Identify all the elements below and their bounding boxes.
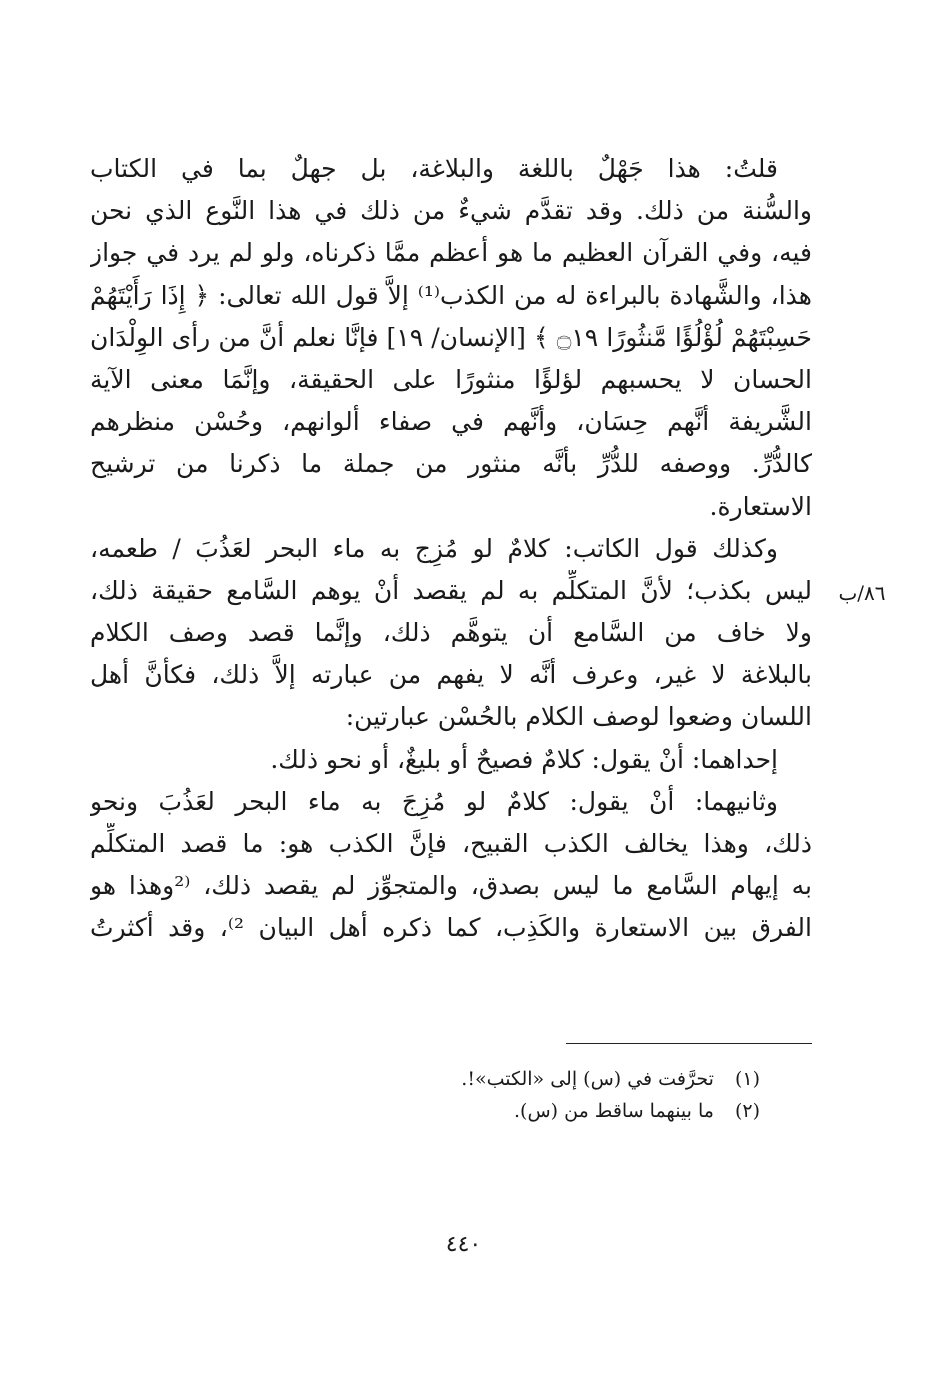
text-line: به إيهام السَّامع ما ليس بصدق، والمتجوِّز لم يقصد ذلك، ⁽²وهذا هو [90, 871, 812, 901]
footnote-text: ما بينهما ساقط من (س). [514, 1100, 714, 1122]
footnote-separator [566, 1043, 812, 1044]
main-text [90, 148, 812, 950]
footnote-text: تحرَّفت في (س) إلى «الكتب»!. [461, 1068, 714, 1090]
text-line: ذلك، وهذا يخالف الكذب القبيح، فإنَّ الكذب هو: ما قصد المتكلِّم [90, 829, 812, 858]
text-line: الفرق بين الاستعارة والكَذِب، كما ذكره أهل البيان ²⁾، وقد أكثرتُ [90, 913, 812, 943]
text-line: والسُّنة من ذلك. وقد تقدَّم شيءٌ من ذلك في هذا النَّوع الذي نحن [90, 196, 812, 226]
text-line: بالبلاغة لا غير، وعرف أنَّه لا يفهم من عبارته إلاَّ ذلك، فكأنَّ أهل [90, 660, 812, 690]
footnote-number: (٢) [734, 1100, 760, 1122]
text-line: فيه، وفي القرآن العظيم ما هو أعظم ممَّا ذكرناه، ولو لم يرد في جواز [90, 238, 812, 268]
text-line: وثانيهما: أنْ يقول: كلامٌ لو مُزِجَ به ماء البحر لعَذُبَ ونحو [90, 786, 778, 816]
footnotes [300, 1063, 760, 1127]
margin-folio-note: ٨٦/ب [838, 581, 886, 605]
text-line: هذا، والشَّهادة بالبراءة له من الكذب⁽¹⁾ إلاَّ قول الله تعالى: ﴿ إِذَا رَأَيْتَهُمْ [90, 280, 812, 310]
text-line: اللسان وضعوا لوصف الكلام بالحُسْن عبارتين: [345, 702, 812, 732]
footnote-item [300, 1063, 760, 1095]
footnote-number: (١) [734, 1068, 760, 1090]
text-line: ليس بكذب؛ لأنَّ المتكلِّم به لم يقصد أنْ يوهم السَّامع حقيقة ذلك، [90, 575, 812, 605]
text-line: ولا خاف من السَّامع أن يتوهَّم ذلك، وإنَّما قصد وصف الكلام [90, 618, 812, 648]
text-line: وكذلك قول الكاتب: كلامٌ لو مُزِج به ماء البحر لعَذُبَ / طعمه، [90, 533, 778, 563]
text-line: الحسان لا يحسبهم لؤلؤًا منثورًا على الحقيقة، وإنَّمَا معنى الآية [90, 364, 812, 394]
text-line: الشَّريفة أنَّهم حِسَان، وأنَّهم في صفاء ألوانهم، وحُسْن منظرهم [90, 407, 812, 437]
text-line: حَسِبْتَهُمْ لُؤْلُؤًا مَّنثُورًا ۝١٩ ﴾ [الإنسان/ ١٩] فإنَّا نعلم أنَّ من رأى الوِلْدَان [90, 322, 812, 352]
text-line: كالدُّرِّ. ووصفه للدُّرِّ بأنَّه منثور من جملة ما ذكرنا من ترشيح [90, 449, 812, 479]
text-line: قلتُ: هذا جَهْلٌ باللغة والبلاغة، بل جهلٌ بما في الكتاب [90, 154, 778, 183]
text-line: إحداهما: أنْ يقول: كلامٌ فصيحٌ أو بليغٌ، أو نحو ذلك. [270, 744, 778, 774]
text-line: الاستعارة. [709, 491, 812, 521]
page-number: ٤٤٠ [445, 1232, 482, 1257]
footnote-item [300, 1095, 760, 1127]
